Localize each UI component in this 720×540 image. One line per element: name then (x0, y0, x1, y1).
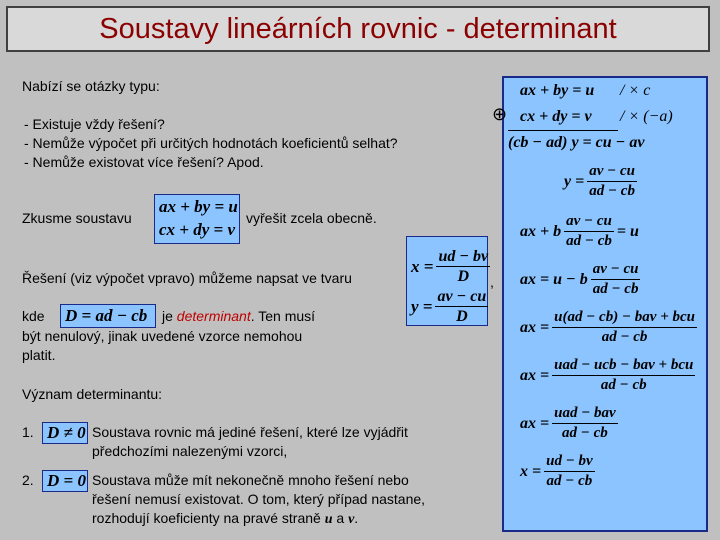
panel-row-6-lhs: ax = u − b (520, 270, 588, 288)
panel-row-4-den: ad − cb (589, 183, 635, 199)
item-1-text-2: předchozími nalezenými vzorci, (92, 443, 288, 459)
kde-line-3: platit. (22, 347, 56, 363)
solution-comma: , (490, 274, 494, 290)
system-eq-2: cx + dy = v (159, 220, 236, 239)
item-1-text-1: Soustava rovnic má jediné řešení, které lze vyjádřit (92, 424, 408, 440)
panel-row-5-den: ad − cb (566, 233, 612, 249)
derivation-panel (502, 76, 708, 532)
system-eq-1: ax + by = u (159, 197, 238, 216)
sol-y-num: av − cu (437, 288, 487, 305)
question-2: - Nemůže výpočet při určitých hodnotách koeficientů selhat? (24, 135, 398, 151)
system-box (154, 194, 240, 244)
try-prefix: Zkusme soustavu (22, 210, 132, 226)
item-1-number: 1. (22, 424, 34, 440)
item-2-condition: D = 0 (47, 471, 86, 490)
je-word: je (162, 308, 173, 324)
panel-row-9-lhs: ax = (520, 414, 550, 432)
panel-row-5-lhs: ax + b (520, 222, 562, 240)
panel-row-9 (520, 404, 618, 443)
sol-y-fraction (435, 287, 488, 326)
intro-text: Nabízí se otázky typu: (22, 78, 160, 94)
panel-row-6-num: av − cu (591, 260, 641, 280)
panel-row-6-frac (591, 260, 641, 299)
panel-row-4-lhs: y = (564, 172, 585, 190)
page-title: Soustavy lineárních rovnic - determinant (99, 12, 617, 45)
panel-row-10-lhs: x = (520, 462, 542, 480)
question-3: - Nemůže existovat více řešení? Apod. (24, 154, 264, 170)
panel-row-4-frac (587, 162, 637, 201)
oplus-icon: ⊕ (492, 104, 508, 125)
panel-row-3: (cb − ad) y = cu − av (508, 134, 645, 151)
panel-row-8-num: uad − ucb − bav + bcu (552, 356, 695, 376)
sol-x-lhs: x = (411, 256, 434, 276)
kde-line-2: být nenulový, jinak uvedené vzorce nemohou (22, 328, 303, 344)
panel-note-2: / × (−a) (620, 108, 673, 125)
panel-row-7-frac (552, 308, 697, 347)
item-1-box (42, 422, 88, 444)
try-suffix: vyřešit zcela obecně. (246, 210, 377, 226)
panel-row-7-lhs: ax = (520, 318, 550, 336)
kde-word: kde (22, 308, 45, 324)
sol-x-fraction (436, 247, 490, 286)
panel-row-7 (520, 308, 697, 347)
sol-x-num: ud − bv (438, 248, 489, 265)
panel-row-6-den: ad − cb (592, 281, 639, 297)
kde-rest: . Ten musí (250, 308, 316, 324)
item-2-text-2: řešení nemusí existovat. O tom, který případ nastane, (92, 491, 426, 507)
question-1: - Existuje vždy řešení? (24, 116, 165, 132)
panel-row-8 (520, 356, 695, 395)
item-2-box (42, 470, 88, 492)
meaning-heading: Význam determinantu: (22, 386, 163, 402)
panel-row-8-lhs: ax = (520, 366, 550, 384)
sol-y-den: D (456, 308, 468, 325)
panel-row-8-frac (552, 356, 695, 395)
panel-row-2: cx + dy = v (520, 108, 592, 125)
panel-row-4-num: av − cu (587, 162, 637, 182)
panel-row-5-num: av − cu (564, 212, 614, 232)
slide-body (6, 60, 710, 538)
panel-row-5-frac (564, 212, 614, 251)
panel-note-1: / × c (620, 82, 651, 99)
panel-row-6 (520, 260, 640, 299)
panel-row-8-den: ad − cb (600, 377, 647, 393)
solution-text: Řešení (viz výpočet vpravo) můžeme napsat ve tvaru (22, 270, 352, 286)
panel-row-7-num: u(ad − cb) − bav + bcu (552, 308, 697, 328)
item-2-end: . (354, 510, 359, 526)
sol-x-den: D (457, 268, 470, 285)
item-1-condition: D ≠ 0 (47, 423, 86, 442)
panel-row-5-rhs: = u (616, 222, 639, 240)
panel-row-10-num: ud − bv (544, 452, 595, 472)
title-bar (6, 6, 710, 52)
panel-row-7-den: ad − cb (601, 329, 648, 345)
panel-row-1: ax + by = u (520, 82, 595, 99)
d-definition: D = ad − cb (65, 306, 148, 325)
item-2-text-1: Soustava může mít nekonečně mnoho řešení nebo (92, 472, 409, 488)
panel-row-9-num: uad − bav (552, 404, 618, 424)
panel-row-10 (520, 452, 595, 491)
item-2-text-3 (92, 508, 358, 530)
panel-row-9-den: ad − cb (562, 425, 608, 441)
item-2-u: u (324, 512, 333, 527)
panel-sum-rule (508, 130, 618, 131)
panel-row-5 (520, 212, 639, 251)
item-2-text-3a: rozhodují koeficienty na pravé straně (92, 510, 321, 526)
sol-y-lhs: y = (411, 296, 433, 316)
item-2-v: v (348, 512, 355, 527)
d-def-box (60, 304, 156, 328)
item-2-number: 2. (22, 472, 34, 488)
kde-line-1 (162, 306, 315, 326)
item-2-a: a (336, 510, 345, 526)
panel-row-4 (564, 162, 637, 201)
panel-row-10-frac (544, 452, 595, 491)
panel-row-10-den: ad − cb (546, 473, 593, 489)
solution-box (406, 236, 488, 326)
determinant-word: determinant (176, 308, 251, 324)
panel-row-9-frac (552, 404, 618, 443)
